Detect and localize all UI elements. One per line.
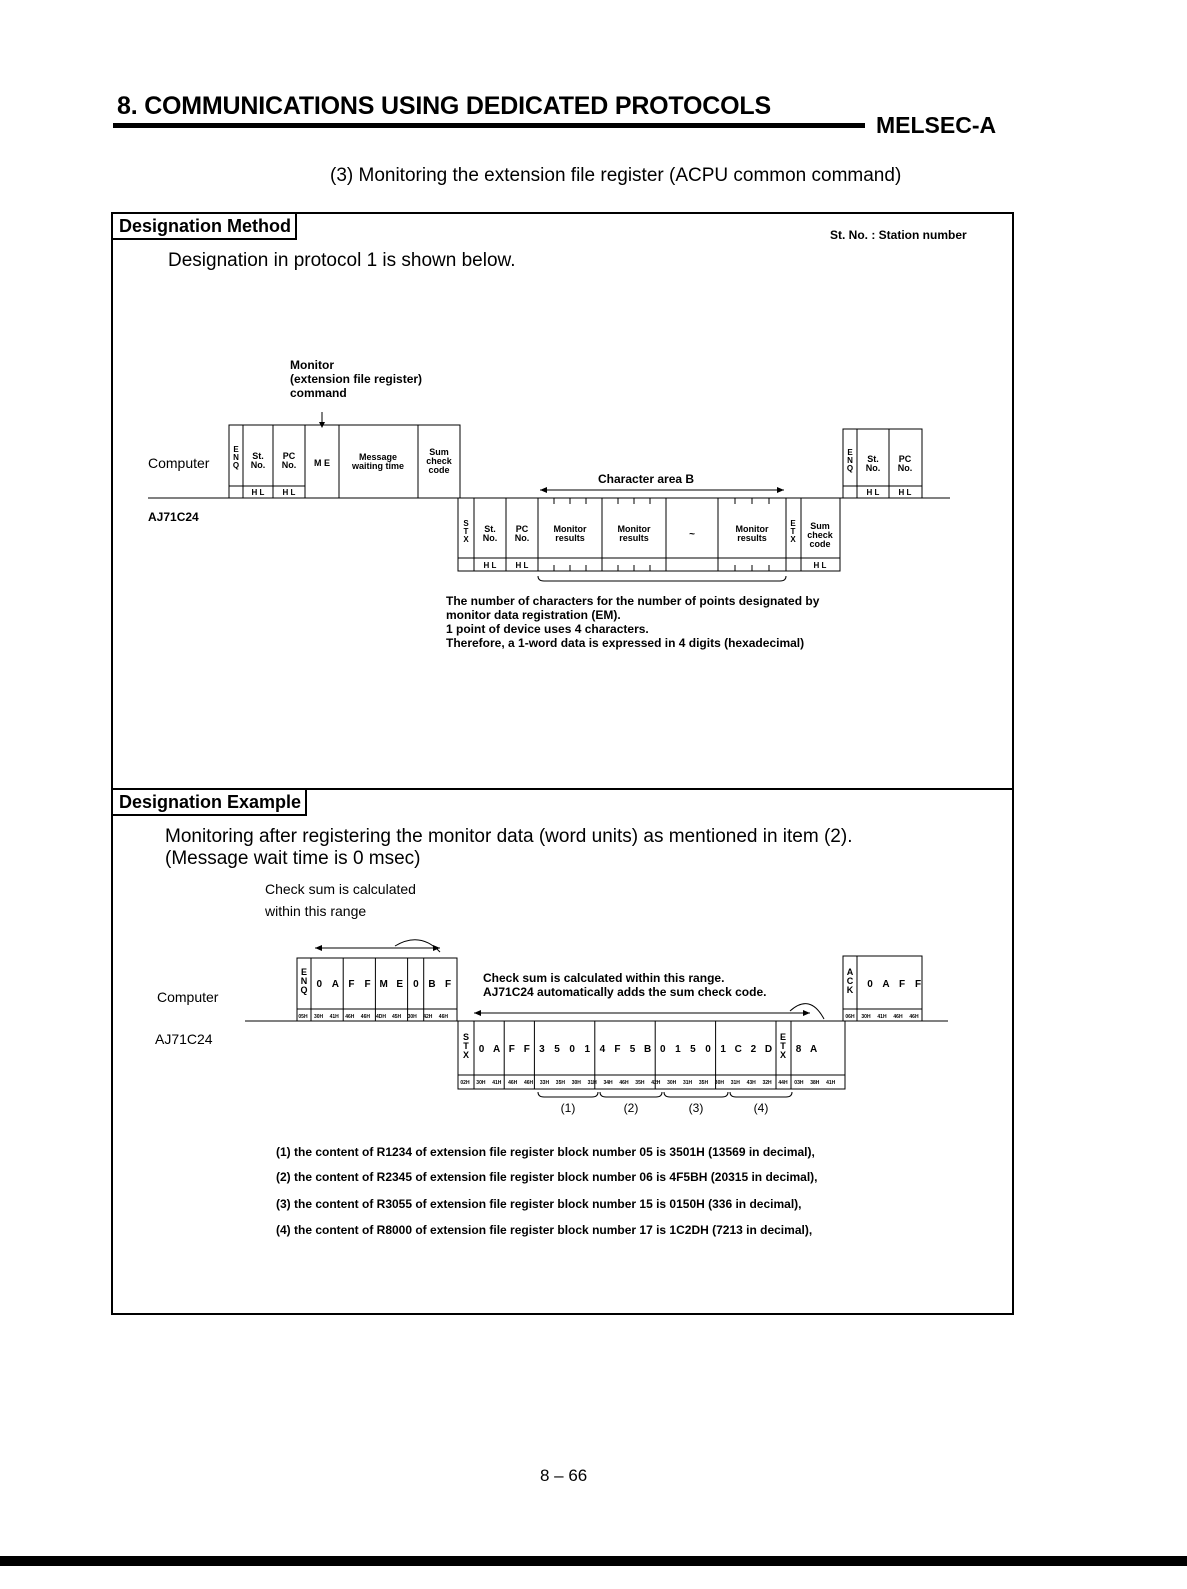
example-etx: X	[779, 1050, 787, 1060]
example-response-char: 1	[584, 1044, 591, 1055]
field-etx: X	[790, 535, 796, 544]
example-response-code: 31H	[587, 1080, 597, 1086]
result-2: (2) the content of R2345 of extension file register block number 06 is 4F5BH (20315 in decimal),	[276, 1170, 818, 1184]
example-eno: E	[300, 967, 308, 977]
field-eno: N	[233, 453, 239, 462]
example-ack: C	[846, 976, 854, 986]
field-monitor-results: results	[619, 533, 649, 543]
field-me: M E	[313, 458, 331, 468]
example-response-code: 46H	[524, 1080, 534, 1086]
method-aj-label: AJ71C24	[148, 510, 199, 524]
example-response-char: 8	[795, 1044, 802, 1055]
example-ack-char: F	[898, 979, 906, 990]
example-response-char: 0	[659, 1044, 666, 1055]
checksum-note: Check sum is calculated within this range	[265, 881, 416, 919]
method-intro: Designation in protocol 1 is shown below.	[168, 250, 516, 271]
char-area-label: Character area B	[598, 472, 695, 486]
example-response-char: 0	[478, 1044, 485, 1055]
example-response-char: 3	[539, 1044, 545, 1055]
example-request-code: 41H	[329, 1014, 339, 1020]
example-request-code: 4DH	[375, 1014, 387, 1020]
example-response-code: 02H	[460, 1080, 470, 1086]
example-request-code: 05H	[298, 1014, 308, 1020]
field-tilde: ~	[689, 529, 695, 540]
page-header-title: 8. COMMUNICATIONS USING DEDICATED PROTOCOLS	[117, 92, 771, 120]
example-ack: A	[846, 967, 854, 977]
example-response-char: 0	[705, 1044, 711, 1055]
field-stno: No.	[865, 463, 881, 473]
example-response-char: 5	[690, 1044, 696, 1055]
field-hl: H L	[813, 561, 827, 570]
example-response-code: 41H	[826, 1080, 836, 1086]
field-hl: H L	[282, 488, 296, 497]
field-eno: Q	[232, 461, 240, 470]
example-response-char: C	[734, 1044, 742, 1055]
field-etx: T	[790, 527, 796, 536]
inner-checksum-note: Check sum is calculated within this range. AJ71C24 automatically adds the sum check code.	[483, 971, 767, 999]
field-stx: X	[463, 535, 469, 544]
example-request-code: 46H	[345, 1014, 355, 1020]
example-response-code: 42H	[651, 1080, 661, 1086]
field-monitor-results: Monitor	[553, 524, 587, 534]
example-response-code: 30H	[667, 1080, 677, 1086]
example-request-char: F	[364, 979, 371, 990]
example-request-code: 30H	[314, 1014, 324, 1020]
example-response-char: F	[508, 1044, 515, 1055]
field-stno: St.	[252, 451, 264, 461]
example-request-code: 46H	[438, 1014, 448, 1020]
field-msg-wait: Message	[358, 452, 398, 462]
example-response-char: 0	[569, 1044, 575, 1055]
example-response-code: 41H	[492, 1080, 502, 1086]
designation-example-tag: Designation Example	[113, 790, 307, 816]
field-sum: check	[426, 456, 452, 466]
example-eno: N	[300, 976, 308, 986]
example-response-code: 30H	[714, 1080, 724, 1086]
field-pcno: No.	[514, 533, 530, 543]
example-response-char: 1	[675, 1044, 681, 1055]
page-number: 8 – 66	[540, 1466, 588, 1485]
field-sum: Sum	[810, 521, 830, 531]
example-response-code: 43H	[746, 1080, 756, 1086]
field-pcno: No.	[897, 463, 913, 473]
example-stx: T	[463, 1041, 469, 1051]
example-response-char: A	[493, 1044, 501, 1055]
example-response-char: F	[614, 1044, 621, 1055]
example-response-char: A	[810, 1044, 818, 1055]
field-monitor-results: Monitor	[735, 524, 769, 534]
example-ack-char: A	[882, 979, 890, 990]
example-request-char: M	[379, 979, 388, 990]
field-msg-wait: waiting time	[351, 461, 405, 471]
field-sum: code	[809, 539, 831, 549]
command-label: Monitor (extension file register) command	[290, 358, 423, 400]
example-response-char: 5	[629, 1044, 636, 1055]
example-response-code: 35H	[698, 1080, 709, 1086]
example-response-code: 34H	[603, 1080, 613, 1086]
example-response-code: 35H	[635, 1080, 645, 1086]
example-response-code: 38H	[810, 1080, 820, 1086]
example-request-char: A	[331, 979, 339, 990]
example-eno: Q	[300, 985, 308, 995]
example-request-char: 0	[413, 979, 419, 990]
example-etx: T	[780, 1041, 786, 1051]
example-ack: K	[846, 985, 854, 995]
example-ack-code: 41H	[877, 1014, 887, 1020]
field-sum: check	[807, 530, 833, 540]
field-hl: H L	[515, 561, 529, 570]
example-response-code: 33H	[539, 1080, 550, 1086]
field-stno: No.	[250, 460, 266, 470]
example-response-code: 44H	[778, 1080, 788, 1086]
field-hl: H L	[483, 561, 497, 570]
brand-label: MELSEC-A	[876, 112, 997, 138]
example-computer-label: Computer	[157, 989, 219, 1005]
station-number-note: St. No. : Station number	[830, 228, 967, 242]
example-stx: S	[462, 1032, 470, 1042]
example-response-code: 46H	[619, 1080, 629, 1086]
designation-method-tag: Designation Method	[113, 214, 297, 240]
field-monitor-results: results	[737, 533, 767, 543]
field-stx: S	[463, 519, 469, 528]
field-eno: Q	[846, 464, 854, 473]
field-monitor-results: Monitor	[617, 524, 651, 534]
method-notes: The number of characters for the number of points designated by monitor data registration (EM). 1 point of device uses 4 characters. Therefore, a 1-word data is expressed in 4 digits (hexadecimal)	[446, 594, 820, 650]
inner-arrow-left	[474, 1010, 481, 1016]
field-pcno: PC	[515, 524, 529, 534]
example-response-char: 1	[720, 1044, 726, 1055]
inner-checksum-curve	[790, 1004, 824, 1019]
char-area-arrow-right	[777, 487, 784, 493]
example-response-char: D	[764, 1044, 773, 1055]
field-stno: St.	[867, 454, 879, 464]
field-pcno: PC	[282, 451, 296, 461]
field-eno: N	[847, 456, 853, 465]
group-bracket	[664, 1092, 728, 1097]
method-computer-label: Computer	[148, 455, 210, 471]
example-request-char: F	[444, 979, 452, 990]
field-hl: H L	[251, 488, 265, 497]
field-hl: H L	[866, 488, 880, 497]
group-label-3: (3)	[688, 1101, 704, 1115]
result-3: (3) the content of R3055 of extension file register block number 15 is 0150H (336 in decimal),	[276, 1197, 802, 1211]
group-label-1: (1)	[560, 1101, 576, 1115]
example-request-char: 0	[316, 979, 323, 990]
group-bracket	[730, 1092, 792, 1097]
field-sum: code	[428, 465, 450, 475]
example-ack-code: 46H	[909, 1014, 919, 1020]
char-area-arrow-left	[540, 487, 547, 493]
example-response-code: 31H	[730, 1080, 740, 1086]
example-response-char: 5	[554, 1044, 560, 1055]
example-request-code: 45H	[392, 1014, 402, 1020]
section-title: (3) Monitoring the extension file register (ACPU common command)	[330, 165, 902, 186]
example-ack-char: 0	[867, 979, 873, 990]
example-request-code: 30H	[407, 1014, 417, 1020]
field-etx: E	[790, 519, 796, 528]
field-eno: E	[233, 445, 239, 454]
group-label-4: (4)	[753, 1101, 769, 1115]
field-pcno: No.	[281, 460, 297, 470]
example-response-block	[458, 1021, 845, 1089]
example-response-code: 30H	[571, 1080, 581, 1086]
group-bracket	[600, 1092, 662, 1097]
result-1: (1) the content of R1234 of extension file register block number 05 is 3501H (13569 in decimal),	[276, 1145, 815, 1159]
field-eno: E	[847, 448, 853, 457]
example-response-code: 32H	[762, 1080, 772, 1086]
example-request-code: 42H	[423, 1014, 433, 1020]
example-response-char: 4	[599, 1044, 606, 1055]
example-ack-char: F	[914, 979, 922, 990]
checksum-arrow-left	[315, 945, 322, 951]
example-aj-label: AJ71C24	[155, 1031, 213, 1047]
example-request-code: 46H	[360, 1014, 370, 1020]
field-stx: T	[463, 527, 469, 536]
example-line-1: Monitoring after registering the monitor data (word units) as mentioned in item (2).	[165, 826, 853, 847]
example-line-2: (Message wait time is 0 msec)	[165, 848, 421, 869]
group-label-2: (2)	[623, 1101, 639, 1115]
field-hl: H L	[898, 488, 912, 497]
example-response-code: 30H	[476, 1080, 486, 1086]
result-4: (4) the content of R8000 of extension file register block number 17 is 1C2DH (7213 in decimal),	[276, 1223, 813, 1237]
example-ack-code: 06H	[845, 1014, 855, 1020]
example-etx: E	[779, 1032, 787, 1042]
field-sum: Sum	[429, 447, 449, 457]
example-request-char: F	[348, 979, 355, 990]
example-request-char: E	[396, 979, 404, 990]
field-monitor-results: results	[555, 533, 585, 543]
inner-arrow-right	[803, 1010, 810, 1016]
example-response-code: 31H	[683, 1080, 693, 1086]
example-stx: X	[462, 1050, 470, 1060]
field-stno: St.	[484, 524, 496, 534]
char-area-bracket	[538, 576, 786, 581]
field-stno: No.	[482, 533, 498, 543]
field-pcno: PC	[898, 454, 912, 464]
example-response-char: F	[523, 1044, 530, 1055]
group-bracket	[538, 1092, 598, 1097]
example-response-char: 2	[750, 1044, 757, 1055]
example-response-code: 35H	[555, 1080, 565, 1086]
example-ack-code: 46H	[893, 1014, 903, 1020]
bottom-bar	[0, 1556, 1187, 1566]
example-ack-code: 30H	[861, 1014, 871, 1020]
example-response-code: 03H	[794, 1080, 804, 1086]
example-request-char: B	[428, 979, 436, 990]
example-response-char: B	[644, 1044, 652, 1055]
example-response-code: 46H	[508, 1080, 518, 1086]
